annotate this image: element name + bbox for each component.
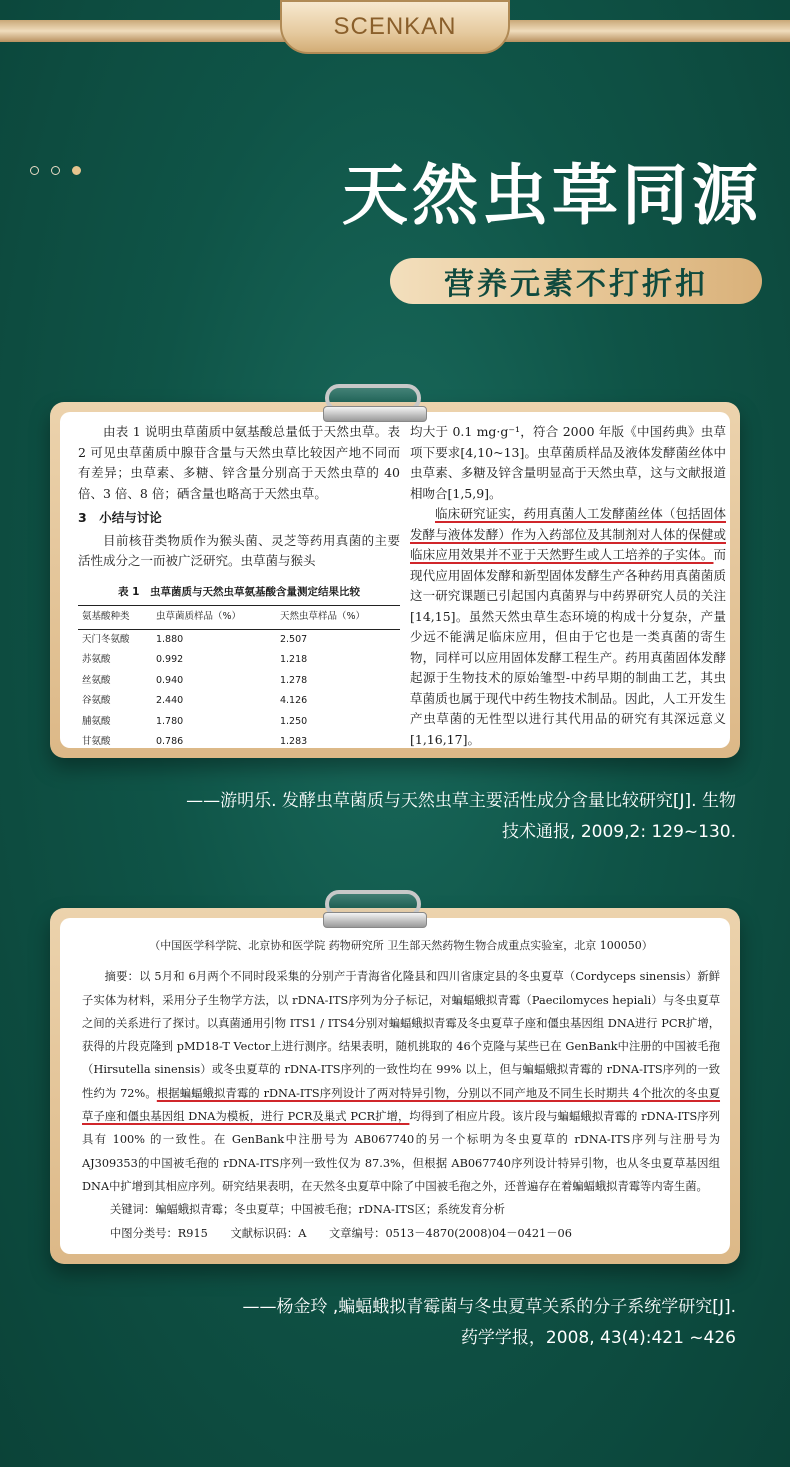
table-row	[78, 712, 400, 733]
section-heading: 3 小结与讨论	[78, 510, 162, 525]
table-row	[78, 691, 400, 712]
table-cell: 2.507	[279, 633, 308, 645]
table-cell: 0.992	[155, 654, 184, 665]
table-cell: 4.126	[279, 695, 308, 706]
subtitle-badge	[390, 258, 762, 304]
left-paragraph-2: 目前核苷类物质作为猴头菌、灵芝等药用真菌的主要活性成分之一而被广泛研究。虫草菌与猴头	[78, 532, 400, 568]
pager-dot	[51, 166, 60, 175]
citation-2	[96, 1292, 736, 1354]
citation-2-line-1: ——杨金玲 ,蝙蝠蛾拟青霉菌与冬虫夏草关系的分子系统学研究[J].	[242, 1297, 736, 1317]
right-column	[410, 422, 726, 748]
brand-logo: SCENKAN	[333, 13, 457, 40]
citation-1	[96, 786, 736, 848]
document-card-2	[50, 908, 740, 1264]
left-column	[78, 422, 400, 748]
table-cell: 1.218	[279, 654, 308, 665]
abstract-paragraph	[82, 965, 720, 1198]
table-row	[78, 732, 400, 748]
table-cell: 1.780	[155, 715, 184, 727]
right-paragraph-1: 均大于 0.1 mg·g⁻¹，符合 2000 年版《中国药典》虫草项下要求[4,10~13]。虫草菌质样品及液体发酵菌丝体中虫草素、多糖及锌含量明显高于天然虫草，这与文献报道相吻合[1,5,9]。	[410, 424, 726, 501]
brand-logo-badge	[280, 0, 510, 54]
abstract-rest: 均得到了相应片段。该片段与蝙蝠蛾拟青霉的 rDNA-ITS序列具有 100% 的一致性。在 GenBank中注册号为 AB067740的另一个标明为冬虫夏草的 rDNA-ITS序列与注册号为 AJ309353的中国被毛孢的 rDNA-ITS序列一致性仅为 87.3%，但根据 AB067740序列设计特异引物，也从冬虫夏草基因组 DNA中扩增到其相应序列。研究结果表明，在天然冬虫夏草中除了中国被毛孢之外，还普遍存在着蝙蝠蛾拟青霉等内寄生菌。	[82, 1110, 720, 1193]
right-paragraph-2-rest: 而现代应用固体发酵和新型固体发酵生产各种药用真菌菌质这一研究课题已引起国内真菌界与中药界研究人员的关注[14,15]。虽然天然虫草生态环境的构成十分复杂，产量少远不能满足临床应用，但由于它也是一类真菌的寄生物，同样可以应用固体发酵工程生产。药用真菌固体发酵起源于生物技术的原始雏型-中药早期的制曲工艺，其虫草菌质也属于现代中药生物技术制品。因此，人工开发生产虫草菌的无性型以进行其代用品的研究有其深远意义[1,16,17]。	[410, 547, 726, 747]
table-header-row	[78, 606, 400, 630]
paper-clip-icon	[323, 890, 427, 932]
table-header: 虫草菌质样品（%）	[152, 606, 276, 630]
citation-1-line-2: 技术通报, 2009,2: 129~130.	[502, 822, 736, 842]
citation-2-line-2: 药学学报，2008, 43(4):421 ~426	[460, 1328, 736, 1348]
table-cell: 甘氨酸	[82, 736, 111, 747]
page-title: 天然虫草同源	[342, 157, 762, 234]
classification-line: 中图分类号：R915 文献标识码：A 文章编号：0513－4870(2008)04－0421－06	[110, 1226, 572, 1240]
pager-dot	[30, 166, 39, 175]
document-card-1	[50, 402, 740, 758]
table-row	[78, 671, 400, 692]
pager-dot-active	[72, 166, 81, 175]
page-subtitle: 营养元素不打折扣	[444, 267, 708, 302]
table-header: 氨基酸种类	[78, 606, 152, 630]
abstract-body	[82, 934, 720, 1245]
left-paragraph: 由表 1 说明虫草菌质中氨基酸总量低于天然虫草。表 2 可见虫草菌质中腺苷含量与天然虫草比较因产地不同而有差异；虫草素、多糖、锌含量分别高于天然虫草的 40 倍、3 倍、8 倍；硒含量也略高于天然虫草。	[78, 424, 400, 501]
table-cell: 脯氨酸	[82, 715, 111, 727]
table-cell: 0.940	[155, 674, 184, 686]
table-header: 天然虫草样品（%）	[276, 606, 400, 630]
table-cell: 谷氨酸	[82, 695, 111, 706]
affiliation: （中国医学科学院、北京协和医学院 药物研究所 卫生部天然药物生物合成重点实验室，北京 100050）	[149, 939, 653, 952]
right-paragraph-2	[410, 504, 726, 748]
highlighted-sentence: 根据蝙蝠蛾拟青霉的 rDNA-ITS序列设计了两对特异引物，分别以不同产地及不同生长时期共 4个批次的冬虫夏草子座和僵虫基因组 DNA为模板，进行 PCR及巢式 PCR扩增，	[82, 1086, 721, 1124]
keywords: 关键词：蝙蝠蛾拟青霉；冬虫夏草；中国被毛孢；rDNA-ITS区；系统发育分析	[110, 1203, 505, 1217]
abstract-intro: 摘要：以 5月和 6月两个不同时段采集的分别产于青海省化隆县和四川省康定县的冬虫夏草（Cordyceps sinensis）新鲜子实体为材料，采用分子生物学方法，以 rDNA-ITS序列为分子标记，对蝙蝠蛾拟青霉（Paecilomyces hepiali）与冬虫夏草之间的关系进行了探讨。以真菌通用引物 ITS1 / ITS4分别对蝙蝠蛾拟青霉及冬虫夏草子座和僵虫基因组 DNA进行 PCR扩增，获得的片段克隆到 pMD18-T Vector上进行测序。结果表明，随机挑取的 46个克隆与某些已在 GenBank中注册的中国被毛孢（Hirsutella sinensis）或冬虫夏草的 rDNA-ITS序列的一致性均在 99% 以上，但与蝙蝠蛾拟青霉的 rDNA-ITS序列的一致性约为 72%。	[82, 970, 720, 1100]
highlighted-sentence: 临床研究证实，药用真菌人工发酵菌丝体（包括固体发酵与液体发酵）作为入药部位及其制剂对人体的保健或临床应用效果并不亚于天然野生或人工培养的子实体。	[410, 506, 726, 562]
table-cell: 丝氨酸	[82, 674, 111, 686]
citation-1-line-1: ——游明乐. 发酵虫草菌质与天然虫草主要活性成分含量比较研究[J]. 生物	[186, 791, 736, 811]
document-page-2	[60, 918, 730, 1254]
table-cell: 1.278	[279, 674, 308, 686]
document-page-1	[60, 412, 730, 748]
table-title: 表 1 虫草菌质与天然虫草氨基酸含量测定结果比较	[118, 585, 360, 598]
paper-clip-icon	[323, 384, 427, 426]
table-row	[78, 629, 400, 650]
table-cell: 1.283	[279, 736, 308, 747]
table-cell: 1.880	[155, 633, 184, 645]
table-cell: 苏氨酸	[82, 654, 111, 665]
pager-dots	[30, 166, 81, 175]
table-cell: 天门冬氨酸	[82, 633, 130, 645]
amino-acid-table	[78, 605, 400, 748]
table-cell: 0.786	[155, 736, 184, 747]
table-cell: 1.250	[279, 715, 308, 727]
table-row	[78, 650, 400, 671]
table-cell: 2.440	[155, 695, 184, 706]
